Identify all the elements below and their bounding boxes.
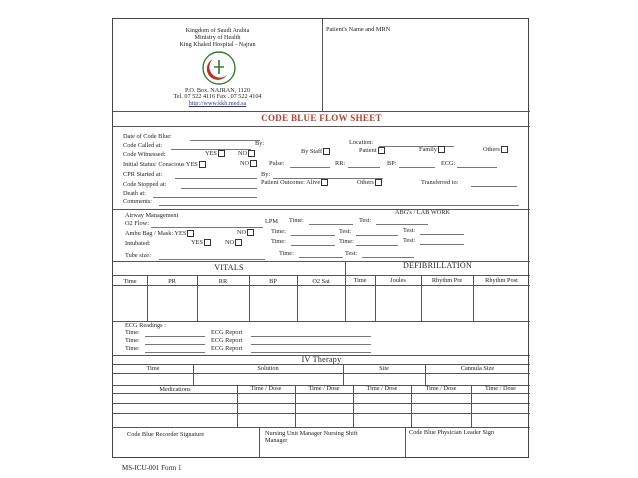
intubated-label: Intubated: [125, 240, 151, 247]
ecg-report-1-blank[interactable] [251, 336, 371, 337]
vitals-col-o2: O2 Sat [312, 278, 330, 285]
meds-divider [295, 385, 296, 427]
comments-label: Comments: [123, 198, 153, 205]
physician-signature-label: Code Blue Physician Leader Sign [409, 429, 494, 436]
outcome-alive[interactable]: Patient Outcome: Alive [261, 179, 328, 186]
called-label: Code Called at: [123, 142, 163, 149]
vitals-divider [297, 275, 298, 321]
iv-col-time: Time [146, 365, 160, 372]
vitals-title: VITALS [214, 263, 244, 272]
ecg-label: ECG: [441, 160, 456, 167]
ecg-blank[interactable] [457, 167, 497, 168]
patient-option[interactable]: Patient [359, 147, 385, 154]
recorder-signature-label: Code Blue Recorder Signature [127, 431, 205, 438]
abg-time-3-blank[interactable] [291, 245, 335, 246]
alive-checkbox[interactable] [321, 179, 328, 186]
ecg-readings-label: ECG Readings : [125, 322, 166, 329]
defib-divider [421, 275, 422, 321]
abg-time-4-label: Time: [279, 250, 294, 257]
patient-checkbox[interactable] [378, 147, 385, 154]
vitals-divider [197, 275, 198, 321]
meds-bottom-rule [113, 427, 530, 428]
meds-row-rule [113, 413, 530, 414]
abg-time-2-blank[interactable] [291, 235, 335, 236]
vitals-columns-rule [113, 285, 530, 286]
iv-divider [193, 364, 194, 385]
o2-flow-label: O2 Flow: [125, 220, 149, 227]
header-bottom-rule [113, 111, 530, 112]
rr-label: RR: [335, 160, 346, 167]
cpr-blank[interactable] [175, 178, 257, 179]
header-divider [322, 19, 323, 111]
ecg-report-3-blank[interactable] [251, 352, 371, 353]
ecg-report-3-label: ECG Report [211, 345, 243, 352]
meds-header-rule [113, 393, 530, 394]
abg-time-3-label: Time: [271, 238, 286, 245]
cpr-label: CPR Started at: [123, 171, 163, 178]
iv-title: IV Therapy [301, 355, 342, 364]
conscious-no[interactable]: NO [240, 160, 257, 167]
others-checkbox[interactable] [501, 146, 508, 153]
iv-col-site: Site [379, 365, 389, 372]
location-label: Location: [349, 139, 374, 146]
vitals-col-rr: RR [218, 278, 228, 285]
defib-divider [473, 275, 474, 321]
vitals-divider [147, 275, 148, 321]
family-option[interactable]: Family [419, 146, 445, 153]
intubated-yes-checkbox[interactable] [204, 239, 211, 246]
ambu-label[interactable]: Ambu Bag / Mask: YES [125, 230, 194, 237]
vitals-bottom-rule [113, 321, 530, 322]
abg-test-2-label: Test: [339, 228, 352, 235]
form-code-footer: MS-ICU-001 Form 1 [122, 464, 182, 472]
vitals-header-rule [113, 275, 530, 276]
by-label: By: [255, 140, 265, 147]
intubated-yes[interactable]: YES [191, 239, 211, 246]
meds-col-dose-1: Time / Dose [250, 385, 282, 392]
nursing-manager-label-2: Manager [265, 437, 288, 444]
meds-row-rule [113, 403, 530, 404]
iv-col-cannula: Cannula Size [460, 365, 495, 372]
website-link[interactable]: http://www.kkh.med.sa [188, 100, 247, 107]
abg-test-3b-label: Test: [403, 237, 416, 244]
vitals-col-time: Time [123, 278, 137, 285]
witnessed-yes-checkbox[interactable] [218, 150, 225, 157]
witnessed-no-checkbox[interactable] [248, 150, 255, 157]
intubated-no[interactable]: NO [225, 239, 242, 246]
tube-size-blank[interactable] [159, 259, 265, 260]
ecg-report-1-label: ECG Report [211, 329, 243, 336]
outcome-others-checkbox[interactable] [375, 179, 382, 186]
death-label: Death at: [123, 190, 146, 197]
pulse-blank[interactable] [290, 167, 330, 168]
cpr-by-label: By: [261, 171, 271, 178]
others-option[interactable]: Others [483, 146, 508, 153]
meds-divider [471, 385, 472, 427]
abg-time-4-blank[interactable] [299, 257, 343, 258]
meds-col-dose-3: Time / Dose [366, 385, 398, 392]
abg-time-1-blank[interactable] [309, 224, 353, 225]
vitals-divider [249, 275, 250, 321]
address-line: P.O. Box. NAJRAN, 1120 [185, 87, 250, 94]
iv-columns-rule [113, 373, 530, 374]
stopped-blank[interactable] [181, 188, 257, 189]
meds-col-dose-5: Time / Dose [485, 385, 516, 392]
signature-divider [259, 427, 260, 458]
abg-time-2-label: Time: [271, 228, 286, 235]
family-checkbox[interactable] [438, 146, 445, 153]
org-line-3: King Khaled Hospital - Najran [179, 41, 256, 48]
defib-divider [375, 275, 376, 321]
abg-test-1-blank[interactable] [376, 224, 428, 225]
tube-size-label: Tube size: [125, 252, 151, 259]
transferred-label: Transferred to: [421, 179, 459, 186]
defib-col-rhythm-pre: Rhythm Pre [431, 277, 463, 284]
ecg-report-2-label: ECG Report [211, 337, 243, 344]
date-blank[interactable] [190, 140, 260, 141]
abg-test-3-label: Time: [339, 238, 354, 245]
defib-col-rhythm-post: Rhythm Post [485, 277, 518, 284]
signature-divider [405, 427, 406, 458]
ecg-time-1-label: Time: [125, 329, 140, 336]
vitals-col-pr: PR [168, 278, 176, 285]
outcome-others[interactable]: Others [357, 179, 382, 186]
bp-label: BP: [387, 160, 397, 167]
iv-divider [343, 364, 344, 385]
meds-col-dose-4: Time / Dose [425, 385, 457, 392]
hospital-crescent-logo-icon [201, 50, 237, 86]
rr-blank[interactable] [348, 167, 380, 168]
lpm-label: LPM [265, 218, 278, 225]
conscious-no-checkbox[interactable] [250, 160, 257, 167]
intubated-no-checkbox[interactable] [235, 239, 242, 246]
defib-title: DEFIBRILLATION [402, 261, 473, 270]
abg-test-3-blank[interactable] [356, 245, 398, 246]
bp-blank[interactable] [399, 167, 435, 168]
o2-flow-blank[interactable] [151, 227, 263, 228]
airway-management-label: Airway Management [125, 212, 179, 219]
org-line-2: Ministry of Health [194, 34, 241, 41]
date-label: Date of Code Blue: [123, 133, 172, 140]
iv-col-solution: Solution [257, 365, 279, 372]
meds-divider [353, 385, 354, 427]
vitals-col-bp: BP [269, 278, 277, 285]
witnessed-no[interactable]: NO [238, 150, 255, 157]
defib-col-joules: Joules [390, 277, 406, 284]
stopped-label: Code Stopped at: [123, 181, 167, 188]
ecg-time-3-label: Time: [125, 345, 140, 352]
initial-status-label[interactable]: Initial Status: Conscious YES [123, 161, 206, 168]
title-bottom-rule [113, 126, 530, 127]
comments-blank[interactable] [159, 205, 519, 206]
abg-test-4-label: Test: [345, 250, 358, 257]
pulse-label: Pulse: [269, 160, 285, 167]
witnessed-label: Code Witnessed: [123, 151, 166, 158]
abg-time-1-label: Time: [289, 217, 304, 224]
ambu-no-checkbox[interactable] [247, 229, 254, 236]
ecg-time-1-blank[interactable] [145, 336, 205, 337]
conscious-yes-checkbox[interactable] [199, 161, 206, 168]
ecg-time-3-blank[interactable] [145, 352, 205, 353]
ecg-time-2-blank[interactable] [145, 344, 205, 345]
nursing-manager-label-1: Nursing Unit Manager Nursing Shift [265, 430, 358, 437]
death-blank[interactable] [153, 197, 257, 198]
abg-test-2b-label: Test: [403, 227, 416, 234]
abg-test-2-blank[interactable] [356, 235, 398, 236]
ecg-time-2-label: Time: [125, 337, 140, 344]
abg-test-4-blank[interactable] [362, 257, 414, 258]
transferred-blank[interactable] [471, 186, 517, 187]
ambu-no[interactable]: NO [237, 229, 254, 236]
phone-line: Tel. 07 522 4116 Fax . 07 522 4104 [173, 93, 262, 100]
meds-col-medications: Medications [159, 386, 191, 393]
ambu-yes-checkbox[interactable] [187, 230, 194, 237]
code-blue-form [112, 18, 529, 458]
meds-divider [411, 385, 412, 427]
defib-col-time: Time [353, 277, 367, 284]
iv-divider [425, 364, 426, 385]
abgs-label: ABG's / LAB WORK [395, 209, 451, 216]
meds-divider [237, 385, 238, 427]
abg-test-3b-blank[interactable] [420, 244, 464, 245]
meds-col-dose-2: Time / Dose [308, 385, 340, 392]
airway-top-rule [113, 209, 530, 210]
by-staff-option[interactable]: By Staff [301, 148, 330, 155]
org-line-1: Kingdom of Saudi Arabia [185, 27, 250, 34]
abg-test-2b-blank[interactable] [420, 234, 464, 235]
form-title: CODE BLUE FLOW SHEET [261, 113, 382, 123]
patient-name-label: Patient's Name and MRN [326, 26, 391, 33]
ecg-report-2-blank[interactable] [251, 344, 371, 345]
by-staff-checkbox[interactable] [323, 148, 330, 155]
witnessed-yes[interactable]: YES [205, 150, 225, 157]
abg-test-1-label: Test: [359, 217, 372, 224]
vitals-defib-divider [345, 261, 346, 321]
